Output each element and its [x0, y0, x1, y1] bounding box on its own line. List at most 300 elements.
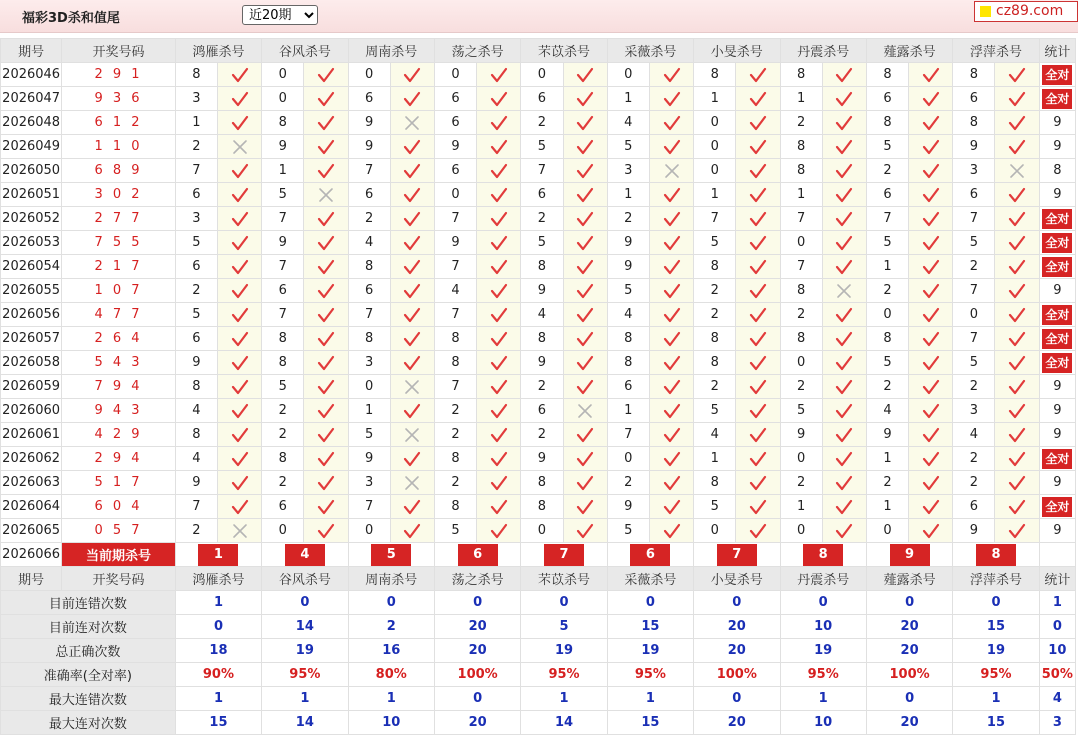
correct-mark [736, 63, 780, 87]
kill-number: 5 [348, 423, 390, 447]
summary-value: 20 [694, 711, 780, 735]
summary-value: 95% [521, 663, 607, 687]
kill-number: 7 [694, 207, 736, 231]
header-row [1, 39, 1076, 63]
current-kill-label: 当前期杀号 [62, 543, 176, 567]
current-kill-number: 8 [803, 544, 843, 566]
kill-number: 2 [521, 423, 563, 447]
check-icon [1008, 522, 1026, 540]
summary-label: 最大连对次数 [1, 711, 176, 735]
kill-number: 2 [348, 207, 390, 231]
table-row [1, 207, 1076, 231]
check-icon [231, 282, 249, 300]
kill-number: 1 [607, 183, 649, 207]
kill-number: 8 [175, 375, 217, 399]
check-icon [576, 522, 594, 540]
check-icon [231, 330, 249, 348]
check-icon [317, 378, 335, 396]
kill-number: 4 [694, 423, 736, 447]
kill-number: 8 [434, 447, 476, 471]
kill-number: 8 [348, 327, 390, 351]
table-row [1, 327, 1076, 351]
period-select[interactable] [242, 5, 318, 25]
kill-number: 0 [262, 519, 304, 543]
kill-number: 8 [694, 255, 736, 279]
kill-number: 9 [348, 447, 390, 471]
check-icon [231, 450, 249, 468]
check-icon [835, 450, 853, 468]
check-icon [231, 402, 249, 420]
kill-number: 5 [262, 183, 304, 207]
check-icon [922, 498, 940, 516]
correct-mark [563, 159, 607, 183]
correct-mark [217, 231, 261, 255]
correct-mark [563, 87, 607, 111]
check-icon [576, 138, 594, 156]
kill-number: 0 [348, 375, 390, 399]
current-kill-number: 5 [371, 544, 411, 566]
header-stat: 统计 [1039, 567, 1075, 591]
check-icon [663, 114, 681, 132]
check-icon [922, 90, 940, 108]
row-period: 2026047 [1, 87, 62, 111]
correct-mark [649, 63, 693, 87]
correct-mark [822, 327, 866, 351]
correct-mark [477, 351, 521, 375]
check-icon [1008, 234, 1026, 252]
correct-mark [995, 495, 1039, 519]
summary-value: 15 [607, 615, 693, 639]
check-icon [663, 258, 681, 276]
table-row [1, 495, 1076, 519]
header-expert: 荡之杀号 [434, 567, 520, 591]
check-icon [922, 354, 940, 372]
check-icon [231, 474, 249, 492]
all-correct-badge: 全对 [1042, 305, 1072, 325]
check-icon [835, 522, 853, 540]
correct-mark [909, 375, 953, 399]
check-icon [922, 186, 940, 204]
kill-number: 5 [521, 231, 563, 255]
kill-number: 8 [780, 135, 822, 159]
correct-mark [217, 159, 261, 183]
correct-mark [563, 279, 607, 303]
correct-mark [822, 111, 866, 135]
correct-mark [477, 207, 521, 231]
check-icon [1008, 306, 1026, 324]
check-icon [835, 258, 853, 276]
row-stat: 8 [1039, 159, 1075, 183]
correct-mark [822, 351, 866, 375]
check-icon [835, 186, 853, 204]
correct-mark [649, 303, 693, 327]
check-icon [317, 210, 335, 228]
check-icon [835, 402, 853, 420]
check-icon [1008, 138, 1026, 156]
row-stat [1039, 447, 1075, 471]
kill-number: 0 [348, 63, 390, 87]
check-icon [490, 474, 508, 492]
correct-mark [995, 423, 1039, 447]
kill-number: 8 [262, 447, 304, 471]
check-icon [1008, 186, 1026, 204]
row-stat [1039, 495, 1075, 519]
row-winning-number: 1 1 0 [62, 135, 176, 159]
check-icon [922, 402, 940, 420]
check-icon [749, 234, 767, 252]
check-icon [317, 258, 335, 276]
correct-mark [736, 423, 780, 447]
row-stat: 9 [1039, 111, 1075, 135]
wrong-mark [390, 423, 434, 447]
check-icon [576, 186, 594, 204]
correct-mark [995, 207, 1039, 231]
correct-mark [304, 423, 348, 447]
kill-number: 2 [175, 135, 217, 159]
check-icon [231, 186, 249, 204]
correct-mark [563, 471, 607, 495]
correct-mark [736, 87, 780, 111]
summary-value: 18 [175, 639, 261, 663]
correct-mark [736, 231, 780, 255]
table-row [1, 255, 1076, 279]
current-kill-cell [694, 543, 780, 567]
check-icon [317, 162, 335, 180]
table-row [1, 351, 1076, 375]
check-icon [749, 354, 767, 372]
header-stat: 统计 [1039, 39, 1075, 63]
table-row [1, 87, 1076, 111]
row-winning-number: 9 3 6 [62, 87, 176, 111]
check-icon [490, 66, 508, 84]
correct-mark [477, 375, 521, 399]
kill-number: 1 [780, 87, 822, 111]
kill-number: 6 [434, 159, 476, 183]
correct-mark [563, 135, 607, 159]
row-winning-number: 1 0 7 [62, 279, 176, 303]
cross-icon [835, 282, 853, 300]
kill-number: 2 [780, 111, 822, 135]
check-icon [576, 306, 594, 324]
kill-number: 5 [694, 399, 736, 423]
kill-number: 0 [780, 447, 822, 471]
correct-mark [563, 423, 607, 447]
check-icon [835, 354, 853, 372]
check-icon [835, 306, 853, 324]
correct-mark [909, 183, 953, 207]
check-icon [403, 330, 421, 348]
kill-number: 8 [694, 327, 736, 351]
check-icon [922, 282, 940, 300]
correct-mark [909, 279, 953, 303]
current-kill-cell [262, 543, 348, 567]
check-icon [835, 378, 853, 396]
correct-mark [217, 111, 261, 135]
row-winning-number: 0 5 7 [62, 519, 176, 543]
kill-number: 8 [780, 279, 822, 303]
check-icon [317, 474, 335, 492]
check-icon [749, 498, 767, 516]
kill-number: 3 [953, 159, 995, 183]
kill-number: 0 [694, 135, 736, 159]
check-icon [403, 90, 421, 108]
kill-number: 2 [780, 303, 822, 327]
kill-number: 6 [607, 375, 649, 399]
row-stat: 9 [1039, 423, 1075, 447]
kill-number: 0 [262, 63, 304, 87]
correct-mark [736, 399, 780, 423]
correct-mark [563, 63, 607, 87]
kill-number: 5 [607, 279, 649, 303]
row-period: 2026050 [1, 159, 62, 183]
check-icon [576, 498, 594, 516]
summary-value: 14 [262, 615, 348, 639]
correct-mark [822, 423, 866, 447]
check-icon [403, 522, 421, 540]
current-period: 2026066 [1, 543, 62, 567]
kill-number: 2 [866, 279, 908, 303]
table-row [1, 399, 1076, 423]
check-icon [1008, 474, 1026, 492]
correct-mark [563, 327, 607, 351]
correct-mark [995, 87, 1039, 111]
check-icon [403, 498, 421, 516]
kill-number: 1 [866, 447, 908, 471]
kill-number: 2 [953, 375, 995, 399]
correct-mark [649, 207, 693, 231]
row-stat [1039, 327, 1075, 351]
summary-value: 20 [434, 615, 520, 639]
correct-mark [649, 111, 693, 135]
correct-mark [822, 135, 866, 159]
row-period: 2026056 [1, 303, 62, 327]
kill-number: 4 [953, 423, 995, 447]
check-icon [1008, 210, 1026, 228]
row-winning-number: 7 5 5 [62, 231, 176, 255]
kill-number: 2 [866, 471, 908, 495]
check-icon [490, 162, 508, 180]
correct-mark [390, 327, 434, 351]
kill-number: 2 [434, 399, 476, 423]
row-stat: 9 [1039, 135, 1075, 159]
kill-number: 0 [953, 303, 995, 327]
check-icon [835, 498, 853, 516]
kill-number: 1 [866, 255, 908, 279]
correct-mark [390, 351, 434, 375]
header-row [1, 567, 1076, 591]
kill-number: 6 [953, 495, 995, 519]
correct-mark [477, 495, 521, 519]
check-icon [490, 210, 508, 228]
kill-number: 9 [434, 135, 476, 159]
correct-mark [909, 519, 953, 543]
correct-mark [649, 327, 693, 351]
correct-mark [390, 303, 434, 327]
correct-mark [477, 327, 521, 351]
kill-number: 3 [953, 399, 995, 423]
correct-mark [909, 135, 953, 159]
correct-mark [995, 351, 1039, 375]
summary-value: 16 [348, 639, 434, 663]
check-icon [576, 258, 594, 276]
check-icon [663, 522, 681, 540]
correct-mark [649, 351, 693, 375]
correct-mark [736, 303, 780, 327]
header-expert: 鸿雁杀号 [175, 567, 261, 591]
kill-number: 1 [607, 399, 649, 423]
check-icon [490, 354, 508, 372]
summary-value: 0 [694, 687, 780, 711]
kill-number: 2 [521, 375, 563, 399]
row-winning-number: 4 7 7 [62, 303, 176, 327]
kill-number: 7 [262, 303, 304, 327]
check-icon [490, 282, 508, 300]
row-winning-number: 6 0 4 [62, 495, 176, 519]
check-icon [403, 450, 421, 468]
current-kill-number: 4 [285, 544, 325, 566]
check-icon [576, 378, 594, 396]
kill-number: 0 [434, 183, 476, 207]
kill-number: 7 [434, 375, 476, 399]
kill-number: 8 [262, 351, 304, 375]
check-icon [922, 162, 940, 180]
correct-mark [822, 159, 866, 183]
check-icon [231, 426, 249, 444]
kill-number: 6 [434, 111, 476, 135]
kill-number: 3 [175, 87, 217, 111]
check-icon [663, 66, 681, 84]
kill-number: 0 [607, 447, 649, 471]
table-row [1, 111, 1076, 135]
correct-mark [217, 375, 261, 399]
correct-mark [649, 399, 693, 423]
wrong-mark [390, 375, 434, 399]
kill-number: 6 [953, 183, 995, 207]
top-bar [0, 0, 1078, 33]
kill-number: 6 [175, 183, 217, 207]
header-expert: 薤露杀号 [866, 39, 952, 63]
check-icon [490, 402, 508, 420]
table-row [1, 135, 1076, 159]
correct-mark [390, 519, 434, 543]
wrong-mark [390, 471, 434, 495]
check-icon [231, 498, 249, 516]
kill-number: 4 [607, 111, 649, 135]
table-row [1, 303, 1076, 327]
kill-number: 2 [953, 255, 995, 279]
summary-value: 10 [1039, 639, 1075, 663]
row-winning-number: 2 7 7 [62, 207, 176, 231]
check-icon [490, 498, 508, 516]
all-correct-badge: 全对 [1042, 497, 1072, 517]
correct-mark [563, 375, 607, 399]
kill-number: 5 [175, 231, 217, 255]
check-icon [663, 282, 681, 300]
correct-mark [390, 135, 434, 159]
check-icon [317, 450, 335, 468]
summary-value: 20 [866, 639, 952, 663]
kill-number: 8 [521, 471, 563, 495]
kill-number: 7 [953, 279, 995, 303]
kill-number: 8 [953, 111, 995, 135]
current-kill-number: 9 [890, 544, 930, 566]
check-icon [835, 210, 853, 228]
table-row [1, 519, 1076, 543]
kill-number: 7 [175, 159, 217, 183]
correct-mark [909, 399, 953, 423]
kill-number: 4 [175, 399, 217, 423]
kill-number: 8 [780, 159, 822, 183]
check-icon [1008, 402, 1026, 420]
kill-number: 5 [953, 231, 995, 255]
summary-value: 20 [866, 711, 952, 735]
correct-mark [304, 63, 348, 87]
site-logo[interactable] [974, 1, 1078, 22]
check-icon [231, 66, 249, 84]
all-correct-badge: 全对 [1042, 233, 1072, 253]
correct-mark [563, 111, 607, 135]
kill-number: 6 [262, 279, 304, 303]
logo-text: cz89.com [996, 3, 1064, 19]
summary-value: 0 [607, 591, 693, 615]
all-correct-badge: 全对 [1042, 65, 1072, 85]
correct-mark [995, 135, 1039, 159]
correct-mark [995, 447, 1039, 471]
correct-mark [909, 207, 953, 231]
check-icon [749, 450, 767, 468]
kill-number: 3 [348, 351, 390, 375]
all-correct-badge: 全对 [1042, 257, 1072, 277]
correct-mark [304, 399, 348, 423]
kill-number: 7 [607, 423, 649, 447]
kill-number: 0 [694, 159, 736, 183]
check-icon [317, 234, 335, 252]
check-icon [922, 426, 940, 444]
correct-mark [822, 399, 866, 423]
check-icon [922, 234, 940, 252]
check-icon [1008, 426, 1026, 444]
check-icon [663, 330, 681, 348]
kill-number: 2 [953, 447, 995, 471]
check-icon [663, 186, 681, 204]
kill-number: 5 [607, 135, 649, 159]
check-icon [231, 378, 249, 396]
kill-number: 4 [521, 303, 563, 327]
summary-value: 19 [262, 639, 348, 663]
correct-mark [217, 279, 261, 303]
kill-number: 2 [175, 519, 217, 543]
kill-number: 8 [607, 327, 649, 351]
kill-number: 7 [434, 303, 476, 327]
summary-value: 19 [953, 639, 1039, 663]
correct-mark [563, 495, 607, 519]
kill-number: 7 [348, 303, 390, 327]
check-icon [749, 522, 767, 540]
correct-mark [477, 471, 521, 495]
kill-number: 9 [521, 279, 563, 303]
kill-number: 0 [348, 519, 390, 543]
correct-mark [477, 255, 521, 279]
correct-mark [995, 231, 1039, 255]
all-correct-badge: 全对 [1042, 449, 1072, 469]
check-icon [922, 330, 940, 348]
summary-value: 5 [521, 615, 607, 639]
row-period: 2026049 [1, 135, 62, 159]
kill-number: 5 [953, 351, 995, 375]
correct-mark [390, 159, 434, 183]
row-stat [1039, 63, 1075, 87]
correct-mark [304, 231, 348, 255]
